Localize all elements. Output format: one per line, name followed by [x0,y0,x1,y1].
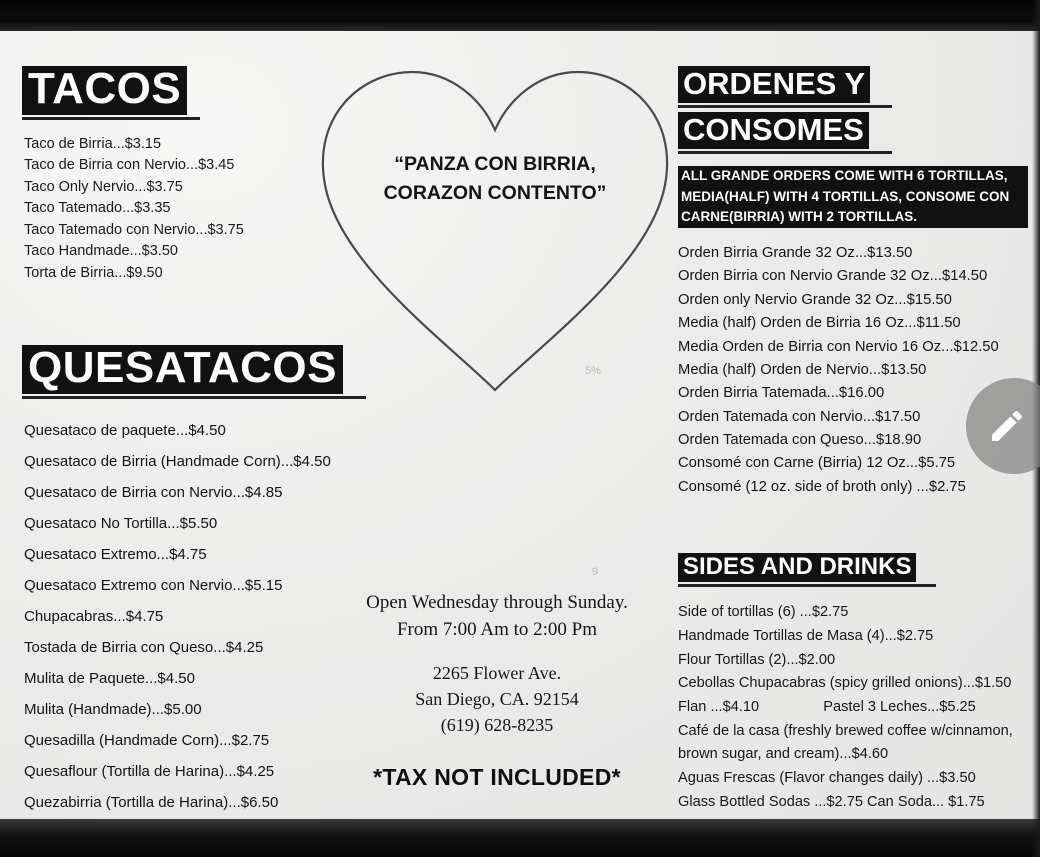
pastel-item: Pastel 3 Leches...$5.25 [823,698,976,715]
list-item: Handmade Tortillas de Masa (4)...$2.75 [678,628,934,645]
list-item: Glass Bottled Sodas ...$2.75 Can Soda... $1.75 [678,793,985,810]
heart-graphic [300,60,690,400]
list-item: Torta de Birria...$9.50 [24,264,163,281]
list-item: Media Orden de Birria con Nervio 16 Oz...$12.50 [678,338,999,355]
list-item: Flour Tortillas (2)...$2.00 [678,651,836,668]
list-item: Taco Tatemado con Nervio...$3.75 [24,221,244,238]
tacos-heading-underline [22,117,200,120]
list-item: Consomé (12 oz. side of broth only) ...$2.75 [678,478,966,495]
pencil-icon [987,406,1027,446]
list-item: Consomé con Carne (Birria) 12 Oz...$5.75 [678,455,956,472]
list-item: Orden only Nervio Grande 32 Oz...$15.50 [678,291,952,308]
list-item: Taco Handmade...$3.50 [24,243,178,260]
list-item: Orden Birria Tatemada...$16.00 [678,385,885,402]
quesatacos-heading-text: QUESATACOS [22,345,343,394]
note-line: CARNE(BIRRIA) WITH 2 TORTILLAS. [678,207,1028,228]
list-item: Taco de Birria con Nervio...$3.45 [24,157,235,174]
photo-top-edge [0,0,1040,31]
list-item: brown sugar, and cream)...$4.60 [678,746,889,763]
heart-quote-text: “PANZA CON BIRRIA, CORAZON CONTENTO” [383,153,607,205]
list-item: Orden Birria con Nervio Grande 32 Oz...$14.50 [678,268,988,285]
sides-and-drinks-section [678,553,1038,814]
ordenes-heading-text-2: CONSOMES [678,112,869,149]
list-item: Tostada de Birria con Queso...$4.25 [24,639,264,657]
ordenes-underline-2 [678,151,892,154]
list-item: Media (half) Orden de Birria 16 Oz...$11.50 [678,315,961,332]
list-item: Cebollas Chupacabras (spicy grilled onions)...$1.50 [678,675,1012,692]
list-item: Quesataco de Birria (Handmade Corn)...$4.50 [24,452,331,470]
sides-heading-underline [678,584,936,587]
list-item: Quesataco Extremo...$4.75 [24,546,207,564]
tax-note: *TAX NOT INCLUDED* [373,764,621,791]
list-item: Orden Tatemada con Nervio...$17.50 [678,408,921,425]
list-item: Quesataco de Birria con Nervio...$4.85 [24,483,283,501]
address-line-2: San Diego, CA. 92154 [415,689,579,710]
ordenes-heading-line1 [678,66,1028,108]
phone-number: (619) 628-8235 [440,715,554,736]
sides-heading [678,553,1038,587]
list-item: Quesataco Extremo con Nervio...$5.15 [24,577,283,595]
ordenes-heading-text-1: ORDENES Y [678,66,870,103]
ordenes-underline-1 [678,105,892,108]
list-item: Mulita (Handmade)...$5.00 [24,701,202,719]
sides-heading-text: SIDES AND DRINKS [678,553,916,582]
list-item: Orden Tatemada con Queso...$18.90 [678,432,922,449]
list-item: Taco Tatemado...$3.35 [24,200,171,217]
list-item: Quesataco No Tortilla...$5.50 [24,515,218,533]
list-item: Chupacabras...$4.75 [24,608,164,626]
list-item-dessert-row [678,696,1038,720]
ordenes-heading-line2 [678,112,1028,154]
list-item: Orden Birria Grande 32 Oz...$13.50 [678,245,913,262]
ordenes-item-list [678,242,1028,499]
note-line: ALL GRANDE ORDERS COME WITH 6 TORTILLAS, [678,166,1028,187]
sides-item-list [678,601,1038,814]
paper-smudge: 9 [592,566,599,578]
list-item: Quesaflour (Tortilla de Harina)...$4.25 [24,763,275,781]
address-line-1: 2265 Flower Ave. [432,662,562,683]
store-info [312,590,682,791]
hours-line-2: From 7:00 Am to 2:00 Pm [396,618,598,640]
note-line: MEDIA(HALF) WITH 4 TORTILLAS, CONSOME CON [678,187,1028,208]
hours-line-1: Open Wednesday through Sunday. [366,592,628,613]
list-item: Aguas Frescas (Flavor changes daily) ...$3.50 [678,769,976,786]
list-item: Media (half) Orden de Nervio...$13.50 [678,361,927,378]
photo-bottom-edge [0,819,1040,857]
list-item: Taco de Birria...$3.15 [24,135,162,152]
ordenes-note [678,166,1028,228]
tacos-heading-text: TACOS [22,66,187,115]
list-item: Mulita de Paquete...$4.50 [24,670,195,688]
list-item: Side of tortillas (6) ...$2.75 [678,604,849,621]
heart-outline-icon [300,60,690,400]
flan-item: Flan ...$4.10 [678,698,760,715]
list-item: Taco Only Nervio...$3.75 [24,178,183,195]
list-item: Quesataco de paquete...$4.50 [24,421,226,439]
list-item: Quezabirria (Tortilla de Harina)...$6.50 [24,794,279,812]
list-item: Café de la casa (freshly brewed coffee w/cinnamon, [678,722,1013,739]
paper-smudge: 5% [585,365,601,377]
list-item: Quesadilla (Handmade Corn)...$2.75 [24,732,270,750]
